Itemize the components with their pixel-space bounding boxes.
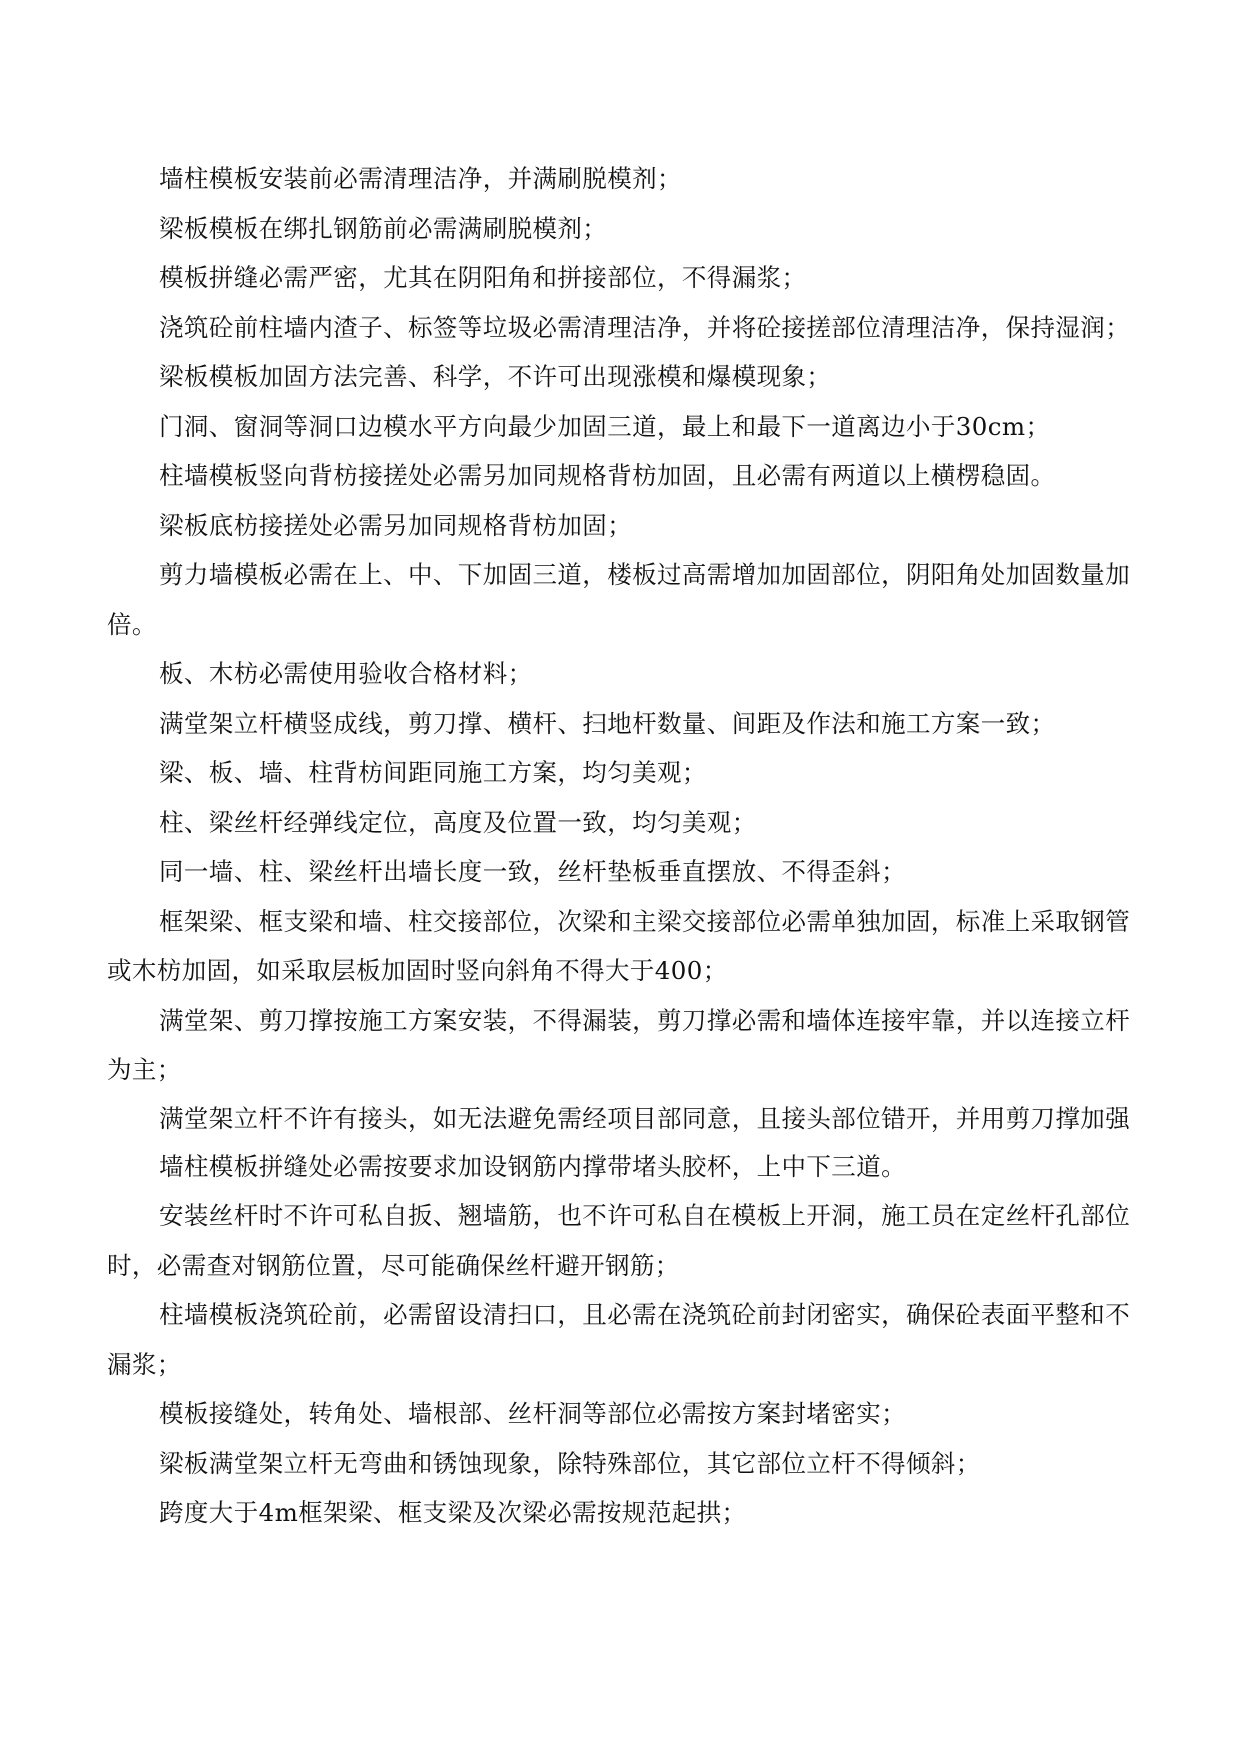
paragraph: 满堂架、剪刀撑按施工方案安装，不得漏装，剪刀撑必需和墙体连接牢靠，并以连接立杆为主； xyxy=(107,1005,1131,1084)
paragraph: 门洞、窗洞等洞口边模水平方向最少加固三道，最上和最下一道离边小于30cm； xyxy=(159,411,1051,441)
paragraph: 模板拼缝必需严密，尤其在阴阳角和拼接部位，不得漏浆； xyxy=(159,263,807,292)
document-body xyxy=(107,154,1137,1538)
paragraph: 跨度大于4m框架梁、框支梁及次梁必需按规范起拱； xyxy=(159,1498,747,1527)
paragraph: 墙柱模板拼缝处必需按要求加设钢筋内撑带堵头胶杯，上中下三道。 xyxy=(159,1151,906,1181)
paragraph: 满堂架立杆横竖成线，剪刀撑、横杆、扫地杆数量、间距及作法和施工方案一致； xyxy=(159,708,1056,738)
paragraph: 梁板底枋接搓处必需另加同规格背枋加固； xyxy=(159,510,633,540)
paragraph: 柱墙模板竖向背枋接搓处必需另加同规格背枋加固，且必需有两道以上横楞稳固。 xyxy=(159,461,1056,490)
paragraph: 框架梁、框支梁和墙、柱交接部位，次梁和主梁交接部位必需单独加固，标准上采取钢管或木枋加固，如采取层板加固时竖向斜角不得大于400； xyxy=(107,906,1131,985)
paragraph: 梁板满堂架立杆无弯曲和锈蚀现象，除特殊部位，其它部位立杆不得倾斜； xyxy=(159,1448,981,1478)
paragraph: 墙柱模板安装前必需清理洁净，并满刷脱模剂； xyxy=(159,164,682,193)
paragraph: 梁板模板加固方法完善、科学，不许可出现涨模和爆模现象； xyxy=(159,362,832,391)
paragraph: 柱墙模板浇筑砼前，必需留设清扫口，且必需在浇筑砼前封闭密实，确保砼表面平整和不漏浆； xyxy=(107,1300,1131,1379)
paragraph: 同一墙、柱、梁丝杆出墙长度一致，丝杆垫板垂直摆放、不得歪斜； xyxy=(159,857,906,886)
paragraph: 柱、梁丝杆经弹线定位，高度及位置一致，均匀美观； xyxy=(159,807,757,837)
paragraph: 梁板模板在绑扎钢筋前必需满刷脱模剂； xyxy=(159,213,608,243)
paragraph: 满堂架立杆不许有接头，如无法避免需经项目部同意，且接头部位错开，并用剪刀撑加强 xyxy=(159,1103,1131,1133)
paragraph: 梁、板、墙、柱背枋间距同施工方案，均匀美观； xyxy=(159,758,707,787)
paragraph: 剪力墙模板必需在上、中、下加固三道，楼板过高需增加加固部位，阴阳角处加固数量加倍。 xyxy=(107,560,1131,639)
paragraph: 浇筑砼前柱墙内渣子、标签等垃圾必需清理洁净，并将砼接搓部位清理洁净，保持湿润； xyxy=(159,312,1131,342)
paragraph: 安装丝杆时不许可私自扳、翘墙筋，也不许可私自在模板上开洞，施工员在定丝杆孔部位时，必需查对钢筋位置，尽可能确保丝杆避开钢筋； xyxy=(107,1201,1131,1280)
paragraph: 模板接缝处，转角处、墙根部、丝杆洞等部位必需按方案封堵密实； xyxy=(159,1399,906,1428)
paragraph: 板、木枋必需使用验收合格材料； xyxy=(159,659,533,688)
